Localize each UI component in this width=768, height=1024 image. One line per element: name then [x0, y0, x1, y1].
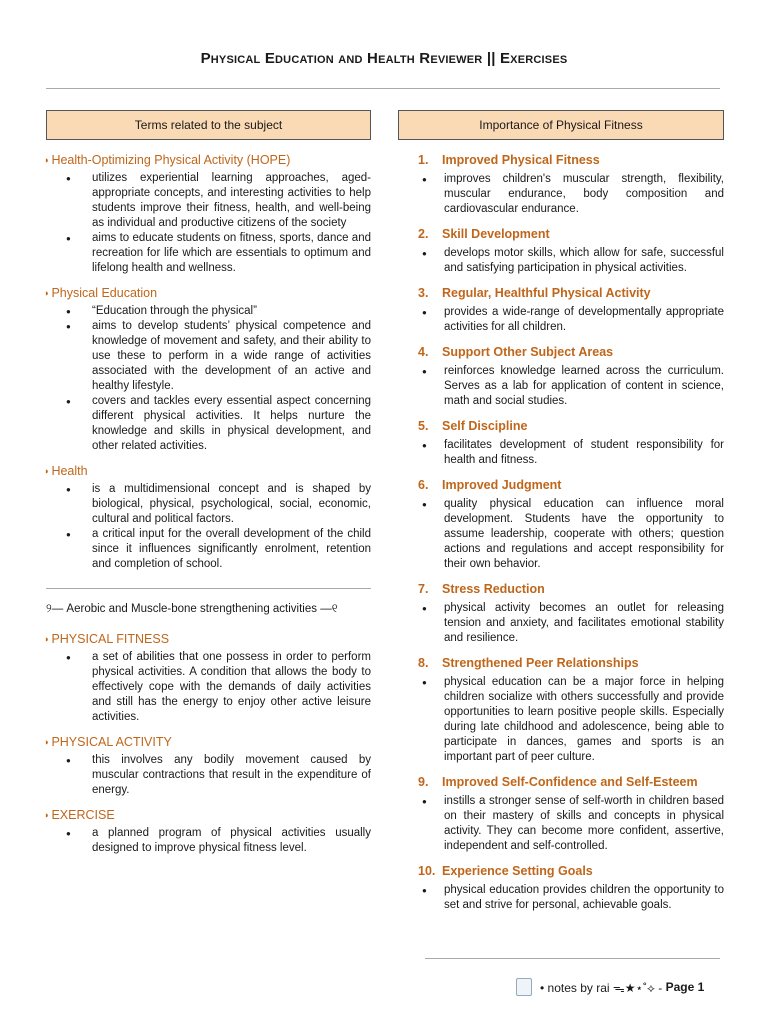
- importance-heading: [418, 478, 724, 492]
- bullet-list: [398, 601, 724, 646]
- term-heading: [44, 286, 371, 300]
- importance-heading: [418, 286, 724, 300]
- term-marker-icon: ◗: [44, 288, 50, 298]
- right-header-box: Importance of Physical Fitness: [398, 110, 724, 140]
- item-title: Improved Physical Fitness: [442, 153, 600, 167]
- term-label: EXERCISE: [51, 808, 115, 822]
- list-item: ● utilizes experiential learning approaches, aged-appropriate concepts, and interesting activities to help students improve their fitness, health, and well-being as individual and productive citizens of the society: [46, 171, 371, 231]
- importance-heading: [418, 345, 724, 359]
- term-heading: [44, 464, 371, 478]
- page-title: Physical Education and Health Reviewer || Exercises: [200, 50, 568, 67]
- importance-heading: [418, 227, 724, 241]
- bullet-list: [398, 675, 724, 765]
- term-label: Physical Education: [51, 286, 158, 300]
- term-heading: [44, 808, 371, 822]
- left-sections: [46, 153, 371, 572]
- term-marker-icon: ◗: [44, 634, 50, 644]
- item-title: Skill Development: [442, 227, 550, 241]
- item-title: Improved Self-Confidence and Self-Esteem: [442, 775, 698, 789]
- bullet-list: [46, 753, 371, 798]
- item-number: 5.: [418, 419, 429, 433]
- item-number: 2.: [418, 227, 429, 241]
- bullet-list: [46, 650, 371, 725]
- list-item: ● instills a stronger sense of self-worth in children based on their mastery of skills and concepts in physical activity. They can become more confident, assertive, independent and self-controlled.: [398, 794, 724, 854]
- term-marker-icon: ◗: [44, 810, 50, 820]
- section-divider: [46, 588, 371, 589]
- bullet-list: [398, 438, 724, 468]
- item-title: Support Other Subject Areas: [442, 345, 614, 359]
- bullet-list: [398, 246, 724, 276]
- list-item: ● is a multidimensional concept and is shaped by biological, physical, psychological, social, economic, cultural and political factors.: [46, 482, 371, 527]
- importance-heading: [418, 153, 724, 167]
- list-item: ● improves children's muscular strength, flexibility, muscular endurance, body composition and cardiovascular endurance.: [398, 172, 724, 217]
- notepad-icon: [516, 978, 532, 996]
- item-number: 1.: [418, 153, 429, 167]
- list-item: ● this involves any bodily movement caused by muscular contractions that result in the expenditure of energy.: [46, 753, 371, 798]
- list-item: ● covers and tackles every essential aspect concerning different physical activities. It helps nurture the knowledge and skills in physical development, and other related activities.: [46, 394, 371, 454]
- bullet-list: [398, 305, 724, 335]
- importance-heading: [418, 656, 724, 670]
- list-item: ● develops motor skills, which allow for safe, successful and satisfying participation in physical activities.: [398, 246, 724, 276]
- item-title: Experience Setting Goals: [442, 864, 593, 878]
- term-label: PHYSICAL ACTIVITY: [51, 735, 172, 749]
- bullet-list: [46, 826, 371, 856]
- list-item: ● aims to educate students on fitness, sports, dance and recreation for life which are essentials to optimum and lifelong health and wellness.: [46, 231, 371, 276]
- bullet-list: [398, 364, 724, 409]
- footer: [516, 978, 704, 996]
- list-item: ● “Education through the physical”: [46, 304, 371, 319]
- left-sections-2: [46, 632, 371, 856]
- bullet-list: [46, 304, 371, 454]
- item-number: 8.: [418, 656, 429, 670]
- item-title: Improved Judgment: [442, 478, 562, 492]
- bullet-list: [398, 883, 724, 913]
- importance-heading: [418, 775, 724, 789]
- footer-rule: [425, 958, 720, 959]
- term-label: Health: [51, 464, 88, 478]
- item-title: Regular, Healthful Physical Activity: [442, 286, 651, 300]
- list-item: ● physical education provides children the opportunity to set and strive for personal, achievable goals.: [398, 883, 724, 913]
- term-marker-icon: ◗: [44, 466, 50, 476]
- term-label: Health-Optimizing Physical Activity (HOPE): [51, 153, 291, 167]
- left-header-box: Terms related to the subject: [46, 110, 371, 140]
- left-column: [46, 110, 371, 866]
- bullet-list: [398, 497, 724, 572]
- subheading: ୨— Aerobic and Muscle-bone strengthening activities —୧: [46, 603, 338, 615]
- item-number: 3.: [418, 286, 429, 300]
- item-title: Stress Reduction: [442, 582, 545, 596]
- importance-heading: [418, 864, 724, 878]
- bullet-list: [398, 172, 724, 217]
- page-number: Page 1: [665, 980, 705, 994]
- item-number: 6.: [418, 478, 429, 492]
- term-label: PHYSICAL FITNESS: [51, 632, 170, 646]
- list-item: ● a set of abilities that one possess in order to perform physical activities. A condition that allows the body to effectively cope with the demands of daily activities and still has the energy to enjoy other active leisure activities.: [46, 650, 371, 725]
- list-item: ● reinforces knowledge learned across the curriculum. Serves as a lab for application of content in science, math and social studies.: [398, 364, 724, 409]
- item-number: 4.: [418, 345, 429, 359]
- bullet-list: [46, 482, 371, 572]
- list-item: ● provides a wide-range of developmentally appropriate activities for all children.: [398, 305, 724, 335]
- term-marker-icon: ◗: [44, 155, 50, 165]
- importance-heading: [418, 582, 724, 596]
- footer-notes: • notes by rai ᯓ★⋆˚⟡ -: [540, 980, 663, 995]
- item-number: 7.: [418, 582, 429, 596]
- term-heading: [44, 735, 371, 749]
- term-heading: [44, 153, 371, 167]
- right-column: [398, 110, 724, 923]
- item-title: Self Discipline: [442, 419, 528, 433]
- list-item: ● aims to develop students’ physical competence and knowledge of movement and safety, and their ability to use these to perform in a wide range of activities associated with the development of an active and healthy lifestyle.: [46, 319, 371, 394]
- item-number: 9.: [418, 775, 429, 789]
- list-item: ● facilitates development of student responsibility for health and fitness.: [398, 438, 724, 468]
- bullet-list: [398, 794, 724, 854]
- bullet-list: [46, 171, 371, 276]
- item-title: Strengthened Peer Relationships: [442, 656, 639, 670]
- right-items: [398, 153, 724, 913]
- list-item: ● a critical input for the overall development of the child since it influences significantly enrolment, retention and completion of school.: [46, 527, 371, 572]
- item-number: 10.: [418, 864, 436, 878]
- list-item: ● a planned program of physical activities usually designed to improve physical fitness level.: [46, 826, 371, 856]
- list-item: ● physical activity becomes an outlet for releasing tension and anxiety, and facilitates emotional stability and resilience.: [398, 601, 724, 646]
- list-item: ● physical education can be a major force in helping children socialize with others successfully and provide opportunities to learn positive people skills. Especially during late childhood and adolescence, being able to participate in dances, games and sports is an important part of peer culture.: [398, 675, 724, 765]
- list-item: ● quality physical education can influence moral development. Students have the opportunity to assume leadership, cooperate with others; question actions and regulations and accept responsibility for their own behavior.: [398, 497, 724, 572]
- title-rule: [46, 88, 720, 89]
- importance-heading: [418, 419, 724, 433]
- term-heading: [44, 632, 371, 646]
- term-marker-icon: ◗: [44, 737, 50, 747]
